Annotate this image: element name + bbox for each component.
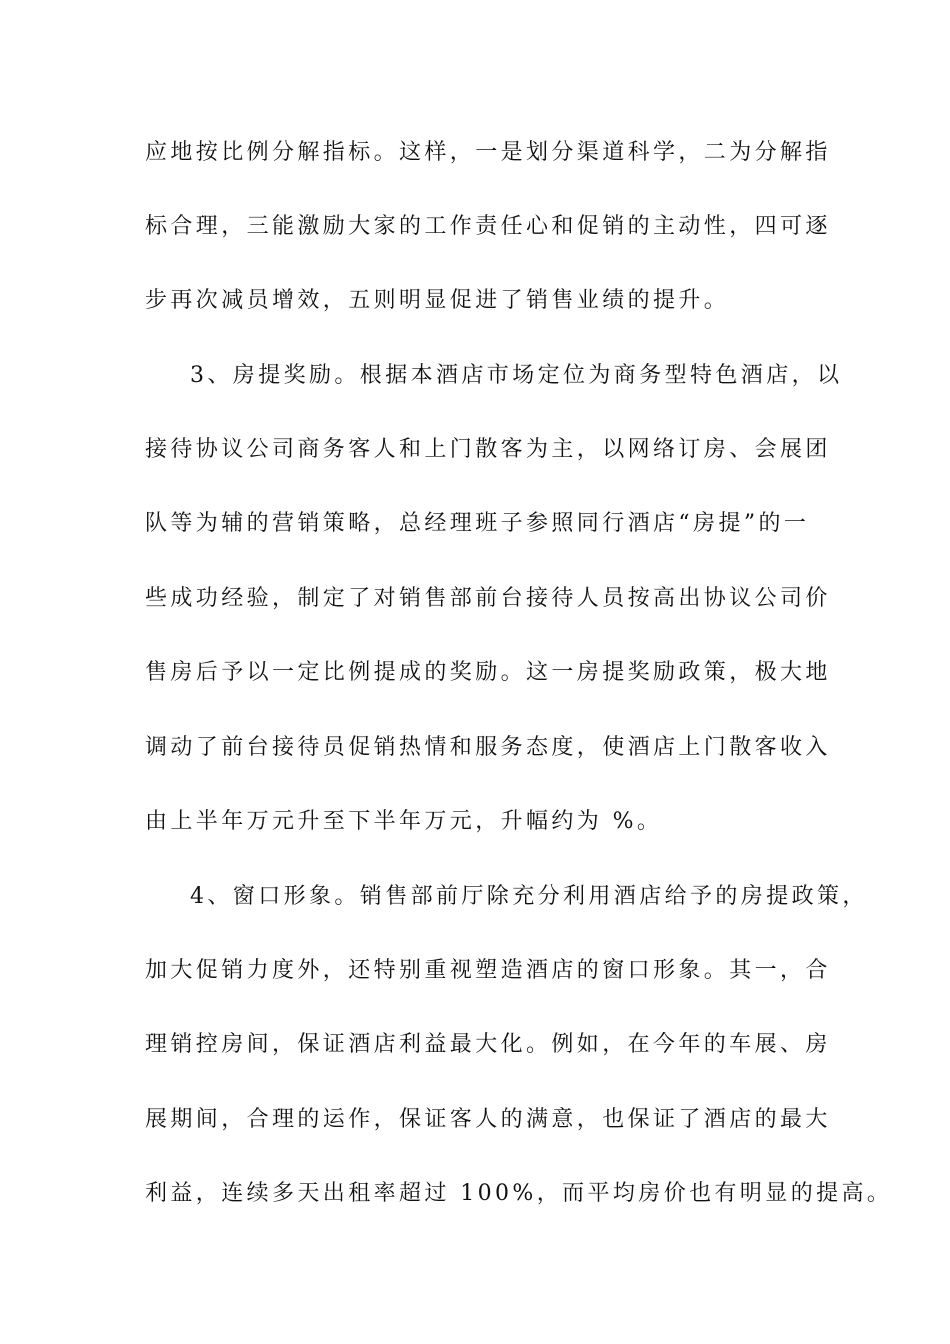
text-line-9: 调动了前台接待员促销热情和服务态度，使酒店上门散客收入 [145, 735, 831, 760]
text-line-15: 利益，连续多天出租率超过 100%，而平均房价也有明显的提高。 [145, 1181, 893, 1206]
paragraph-3-line-1: 3、房提奖励。根据本酒店市场定位为商务型特色酒店，以 [190, 363, 843, 388]
text-line-2: 标合理，三能激励大家的工作责任心和促销的主动性，四可逐 [145, 214, 831, 239]
text-line-3: 步再次减员增效，五则明显促进了销售业绩的提升。 [145, 288, 730, 313]
text-line-8: 售房后予以一定比例提成的奖励。这一房提奖励政策，极大地 [145, 660, 831, 685]
paragraph-4-line-1: 4、窗口形象。销售部前厅除充分利用酒店给予的房提政策， [190, 884, 868, 909]
text-line-7: 些成功经验，制定了对销售部前台接待人员按高出协议公司价 [145, 586, 831, 611]
text-line-13: 理销控房间，保证酒店利益最大化。例如，在今年的车展、房 [145, 1032, 831, 1057]
text-line-1: 应地按比例分解指标。这样，一是划分渠道科学，二为分解指 [145, 140, 831, 165]
text-line-12: 加大促销力度外，还特别重视塑造酒店的窗口形象。其一，合 [145, 958, 831, 983]
text-line-10: 由上半年万元升至下半年万元，升幅约为 %。 [145, 809, 663, 834]
text-line-5: 接待协议公司商务客人和上门散客为主，以网络订房、会展团 [145, 437, 831, 462]
text-line-6: 队等为辅的营销策略，总经理班子参照同行酒店“房提”的一 [145, 511, 810, 536]
text-line-14: 展期间，合理的运作，保证客人的满意，也保证了酒店的最大 [145, 1107, 831, 1132]
